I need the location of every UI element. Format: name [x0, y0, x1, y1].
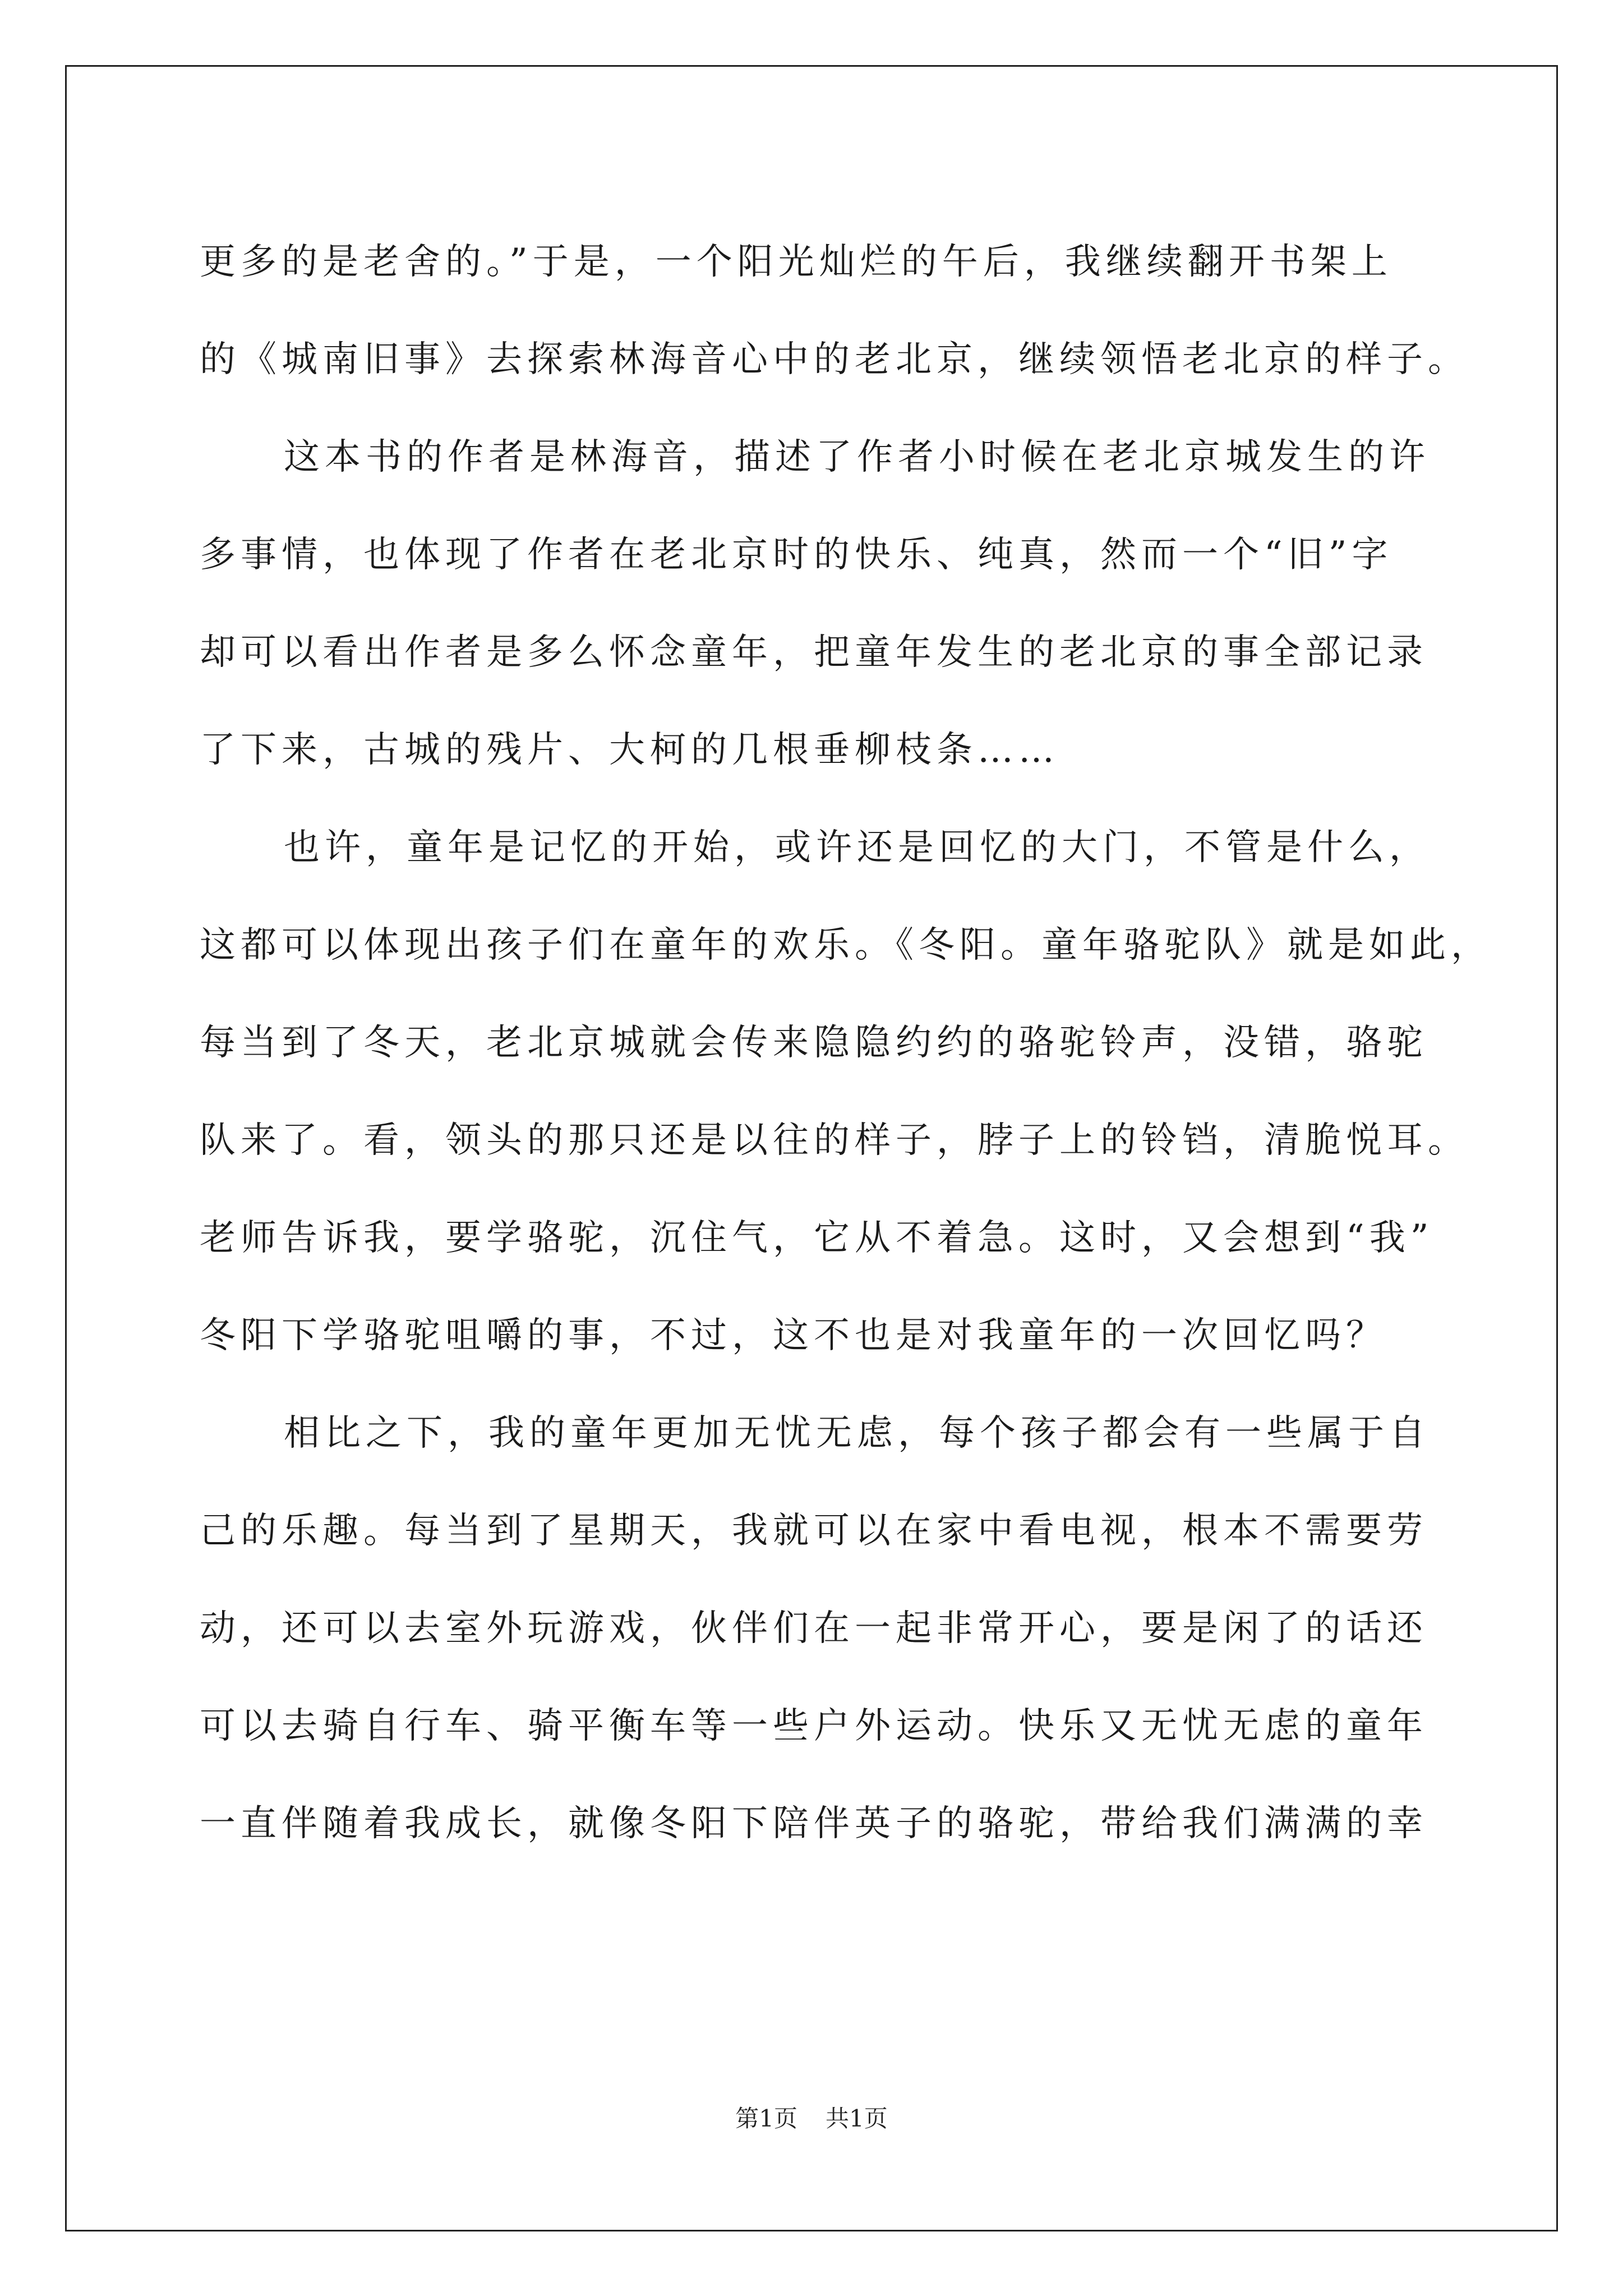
text-line: 这都可以体现出孩子们在童年的欢乐。《冬阳。童年骆驼队》就是如此，	[200, 924, 1492, 966]
paragraph-start-line: 这本书的作者是林海音，描述了作者小时候在老北京城发生的许	[284, 436, 1430, 478]
page-number: 第1页	[735, 2105, 797, 2132]
text-line: 队来了。看，领头的那只还是以往的样子，脖子上的铃铛，清脆悦耳。	[200, 1120, 1469, 1161]
document-body	[200, 213, 1492, 1872]
text-line: 动，还可以去室外玩游戏，伙伴们在一起非常开心，要是闲了的话还	[200, 1608, 1428, 1649]
paragraph-start-line: 也许，童年是记忆的开始，或许还是回忆的大门，不管是什么，	[284, 827, 1430, 868]
text-line: 老师告诉我，要学骆驼，沉住气，它从不着急。这时，又会想到“我”	[200, 1217, 1434, 1259]
text-line: 更多的是老舍的。”于是，一个阳光灿烂的午后，我继续翻开书架上	[200, 241, 1393, 283]
paragraph-start-line: 相比之下，我的童年更加无忧无虑，每个孩子都会有一些属于自	[284, 1412, 1430, 1454]
text-line: 可以去骑自行车、骑平衡车等一些户外运动。快乐又无忧无虑的童年	[200, 1705, 1428, 1747]
text-line: 却可以看出作者是多么怀念童年，把童年发生的老北京的事全部记录	[200, 632, 1428, 673]
page-count: 共1页	[826, 2105, 888, 2132]
text-line: 了下来，古城的残片、大柯的几根垂柳枝条……	[200, 729, 1059, 771]
text-line: 冬阳下学骆驼咀嚼的事，不过，这不也是对我童年的一次回忆吗？	[200, 1315, 1387, 1356]
text-line: 己的乐趣。每当到了星期天，我就可以在家中看电视，根本不需要劳	[200, 1510, 1428, 1552]
text-line: 每当到了冬天，老北京城就会传来隐隐约约的骆驼铃声，没错，骆驼	[200, 1022, 1428, 1064]
page-footer	[0, 2102, 1623, 2136]
text-line: 一直伴随着我成长，就像冬阳下陪伴英子的骆驼，带给我们满满的幸	[200, 1803, 1428, 1844]
text-line: 的《城南旧事》去探索林海音心中的老北京，继续领悟老北京的样子。	[200, 339, 1469, 380]
text-line: 多事情，也体现了作者在老北京时的快乐、纯真，然而一个“旧”字	[200, 534, 1393, 576]
